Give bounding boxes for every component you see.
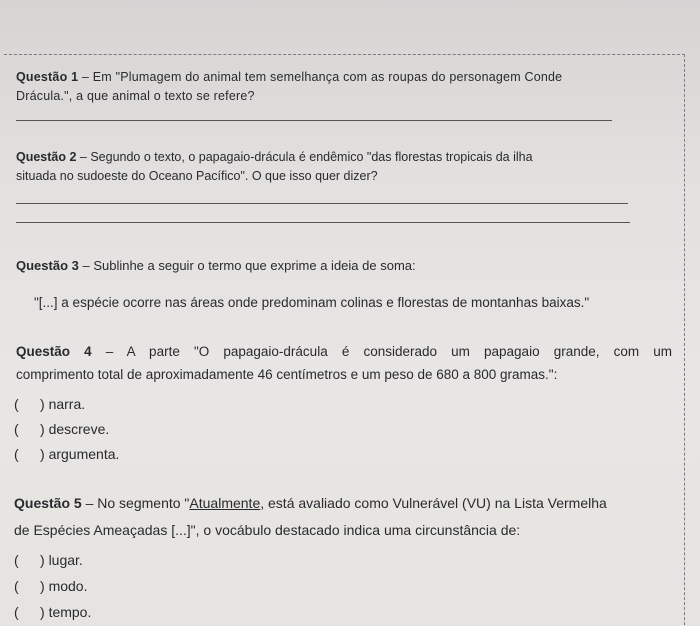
question-5-option-1[interactable] <box>14 552 83 568</box>
question-1-line-1 <box>16 68 660 87</box>
checkbox-close: ) <box>40 396 45 412</box>
checkbox-open: ( <box>14 552 19 568</box>
checkbox-close: ) <box>40 552 45 568</box>
question-3-label: Questão 3 <box>16 258 79 273</box>
answer-line-1[interactable] <box>16 120 612 121</box>
answer-line-2b[interactable] <box>16 222 630 223</box>
question-5-line-1 <box>14 490 682 517</box>
option-label: argumenta. <box>48 446 120 462</box>
question-2-text-1: – Segundo o texto, o papagaio-drácula é endêmico "das florestas tropicais da ilha <box>76 150 533 164</box>
checkbox-close: ) <box>40 446 45 462</box>
checkbox-open: ( <box>14 446 19 462</box>
checkbox-open: ( <box>14 396 19 412</box>
question-4-text-1: – A parte "O papagaio-drácula é considerado um papagaio grande, com um <box>91 344 672 359</box>
option-label: narra. <box>48 396 86 412</box>
question-1 <box>16 68 660 106</box>
question-5-label: Questão 5 <box>14 495 82 511</box>
question-3 <box>16 256 660 275</box>
option-label: lugar. <box>48 552 83 568</box>
checkbox-close: ) <box>40 421 45 437</box>
question-4-label: Questão 4 <box>16 344 92 359</box>
question-5 <box>14 490 682 544</box>
option-label: tempo. <box>48 604 92 620</box>
question-4-option-3[interactable] <box>14 446 119 462</box>
answer-line-2a[interactable] <box>16 203 628 204</box>
question-5-option-2[interactable] <box>14 578 87 594</box>
question-4-option-1[interactable] <box>14 396 85 412</box>
question-5-text-pre: – No segmento " <box>81 495 190 511</box>
question-4-line-2: comprimento total de aproximadamente 46 centímetros e um peso de 680 a 800 gramas.": <box>16 367 558 382</box>
question-1-text-1: – Em "Plumagem do animal tem semelhança com as roupas do personagem Conde <box>78 70 563 84</box>
question-3-text: – Sublinhe a seguir o termo que exprime a ideia de soma: <box>78 258 416 273</box>
question-5-text-post: , está avaliado como Vulnerável (VU) na Lista Vermelha <box>260 495 607 511</box>
question-4-line-1 <box>16 340 672 363</box>
question-5-line-2: de Espécies Ameaçadas [...]", o vocábulo destacado indica uma circunstância de: <box>14 522 521 538</box>
checkbox-open: ( <box>14 604 19 620</box>
question-3-quote[interactable]: "[...] a espécie ocorre nas áreas onde predominam colinas e florestas de montanhas baixas." <box>34 295 590 310</box>
question-1-label: Questão 1 <box>16 70 79 84</box>
question-4-option-2[interactable] <box>14 421 109 437</box>
question-5-option-3[interactable] <box>14 604 91 620</box>
option-label: modo. <box>48 578 88 594</box>
question-4 <box>16 340 672 386</box>
question-1-line-2: Drácula.", a que animal o texto se refere? <box>16 89 255 103</box>
checkbox-close: ) <box>40 604 45 620</box>
question-2 <box>16 148 660 186</box>
question-2-line-1 <box>16 148 660 167</box>
option-label: descreve. <box>48 421 110 437</box>
highlighted-word: Atualmente <box>189 495 261 511</box>
question-2-line-2: situada no sudoeste do Oceano Pacífico". O que isso quer dizer? <box>16 169 378 183</box>
question-2-label: Questão 2 <box>16 150 77 164</box>
checkbox-open: ( <box>14 578 19 594</box>
checkbox-open: ( <box>14 421 19 437</box>
checkbox-close: ) <box>40 578 45 594</box>
